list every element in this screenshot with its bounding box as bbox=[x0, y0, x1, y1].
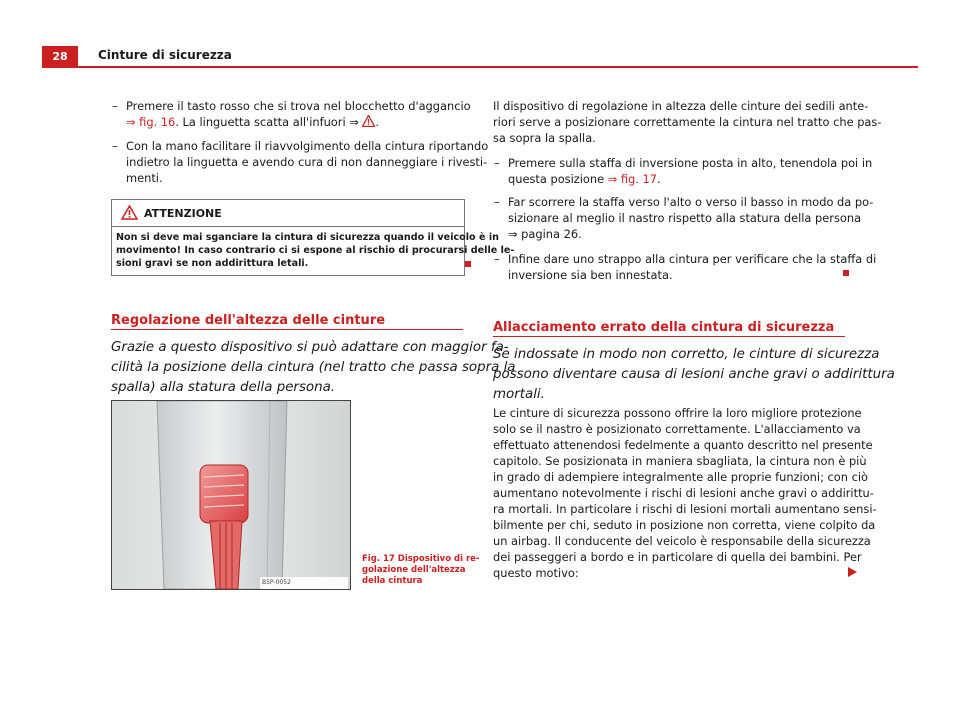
list-item bbox=[494, 251, 877, 283]
paragraph-line: Le cinture di sicurezza possono offrire la loro migliore protezione bbox=[493, 406, 862, 420]
list-item-text: sizionare al meglio il nastro rispetto alla statura della persona bbox=[508, 211, 862, 225]
list-item-text: . La linguetta scatta all'infuori ⇒ bbox=[175, 115, 359, 129]
section-lead bbox=[493, 345, 895, 405]
warning-triangle-icon bbox=[121, 205, 138, 224]
lead-line: spalla) alla statura della persona. bbox=[111, 380, 336, 395]
section-end-marker bbox=[465, 261, 471, 267]
page-26-link[interactable]: ⇒ pagina 26. bbox=[508, 227, 582, 241]
list-item-text: Premere sulla staffa di inversione posta in alto, tenendola poi in bbox=[508, 156, 873, 170]
lead-line: Se indossate in modo non corretto, le cinture di sicurezza bbox=[493, 347, 880, 362]
warning-box bbox=[111, 199, 515, 276]
intro-paragraph bbox=[493, 98, 882, 146]
list-item-text: Premere il tasto rosso che si trova nel blocchetto d'aggancio bbox=[126, 99, 471, 113]
caption-line: della cintura bbox=[362, 576, 423, 586]
body-paragraph bbox=[493, 405, 877, 581]
section-title: Regolazione dell'altezza delle cinture bbox=[111, 313, 386, 328]
list-item bbox=[112, 138, 489, 186]
list-dash: – bbox=[494, 195, 500, 209]
list-item-text: Con la mano facilitare il riavvolgimento della cintura riportando bbox=[126, 139, 489, 153]
lead-line: cilità la posizione della cintura (nel tratto che passa sopra la bbox=[111, 360, 516, 375]
list-item bbox=[494, 194, 874, 242]
list-item bbox=[112, 98, 471, 130]
paragraph-line: solo se il nastro è posizionato correttamente. L'allacciamento va bbox=[493, 422, 861, 436]
list-dash: – bbox=[494, 252, 500, 266]
page-header-title: Cinture di sicurezza bbox=[98, 48, 232, 62]
paragraph-line: capitolo. Se posizionata in maniera sbagliata, la cintura non è più bbox=[493, 454, 867, 468]
figure-code: B5P-0052 bbox=[262, 579, 291, 586]
list-item-text: . bbox=[657, 172, 661, 186]
list-item-text: menti. bbox=[126, 171, 163, 185]
lead-line: possono diventare causa di lesioni anche gravi o addirittura bbox=[493, 367, 895, 382]
caption-line: golazione dell'altezza bbox=[362, 565, 466, 575]
warning-title: ATTENZIONE bbox=[144, 207, 222, 220]
warning-text bbox=[116, 231, 515, 270]
list-dash: – bbox=[112, 99, 118, 113]
list-item-text: indietro la linguetta e avendo cura di non danneggiare i rivesti- bbox=[126, 155, 488, 169]
paragraph-line: effettuato attenendosi fedelmente a quanto descritto nel presente bbox=[493, 438, 873, 452]
list-item-text: questa posizione bbox=[508, 172, 608, 186]
lead-line: mortali. bbox=[493, 387, 545, 402]
fig-17-link[interactable]: ⇒ fig. 17 bbox=[607, 172, 658, 186]
paragraph-line: dei passeggeri a bordo e in particolare di quella dei bambini. Per bbox=[493, 550, 862, 564]
height-adjuster-illustration bbox=[112, 401, 350, 589]
warning-icon[interactable] bbox=[362, 115, 375, 127]
list-item bbox=[494, 155, 873, 187]
paragraph-line: questo motivo: bbox=[493, 566, 579, 580]
paragraph-line: riori serve a posizionare correttamente la cintura nel tratto che pas- bbox=[493, 115, 882, 129]
lead-line: Grazie a questo dispositivo si può adattare con maggior fa- bbox=[111, 340, 509, 355]
list-dash: – bbox=[112, 139, 118, 153]
list-item-text: . bbox=[375, 115, 380, 129]
paragraph-line: Il dispositivo di regolazione in altezza delle cinture dei sedili ante- bbox=[493, 99, 869, 113]
paragraph-line: ra mortali. In particolare i rischi di lesioni mortali aumentano sensi- bbox=[493, 502, 877, 516]
list-item-text: Infine dare uno strappo alla cintura per verificare che la staffa di bbox=[508, 252, 877, 266]
section-end-marker bbox=[843, 270, 849, 276]
paragraph-line: aumentano notevolmente i rischi di lesioni anche gravi o addirittu- bbox=[493, 486, 874, 500]
warning-line: movimento! In caso contrario ci si espone al rischio di procurarsi delle le- bbox=[116, 245, 515, 256]
continue-arrow-icon bbox=[848, 562, 857, 581]
section-title: Allacciamento errato della cintura di sicurezza bbox=[493, 320, 835, 335]
section-lead bbox=[111, 338, 516, 398]
warning-line: Non si deve mai sganciare la cintura di sicurezza quando il veicolo è in bbox=[116, 232, 499, 243]
paragraph-line: bilmente per chi, seduto in posizione non corretta, viene colpito da bbox=[493, 518, 876, 532]
section-rule bbox=[493, 336, 845, 337]
caption-line: Fig. 17 Dispositivo di re- bbox=[362, 554, 480, 564]
list-item-text: inversione sia ben innestata. bbox=[508, 268, 673, 282]
warning-header bbox=[112, 200, 464, 227]
page-number bbox=[42, 46, 78, 66]
paragraph-line: in grado di adempiere integralmente alle proprie funzioni; con ciò bbox=[493, 470, 868, 484]
figure-caption bbox=[362, 554, 480, 587]
list-item-text: Far scorrere la staffa verso l'alto o verso il basso in modo da po- bbox=[508, 195, 874, 209]
section-rule bbox=[111, 329, 463, 330]
warning-line: sioni gravi se non addirittura letali. bbox=[116, 258, 309, 269]
warning-divider bbox=[112, 226, 464, 227]
page-number-text: 28 bbox=[52, 49, 68, 63]
list-dash: – bbox=[494, 156, 500, 170]
figure-17-image bbox=[111, 400, 351, 590]
fig-16-link[interactable]: ⇒ fig. 16 bbox=[126, 115, 176, 129]
header-rule bbox=[42, 66, 918, 68]
paragraph-line: sa sopra la spalla. bbox=[493, 131, 596, 145]
paragraph-line: un airbag. Il conducente del veicolo è responsabile della sicurezza bbox=[493, 534, 871, 548]
